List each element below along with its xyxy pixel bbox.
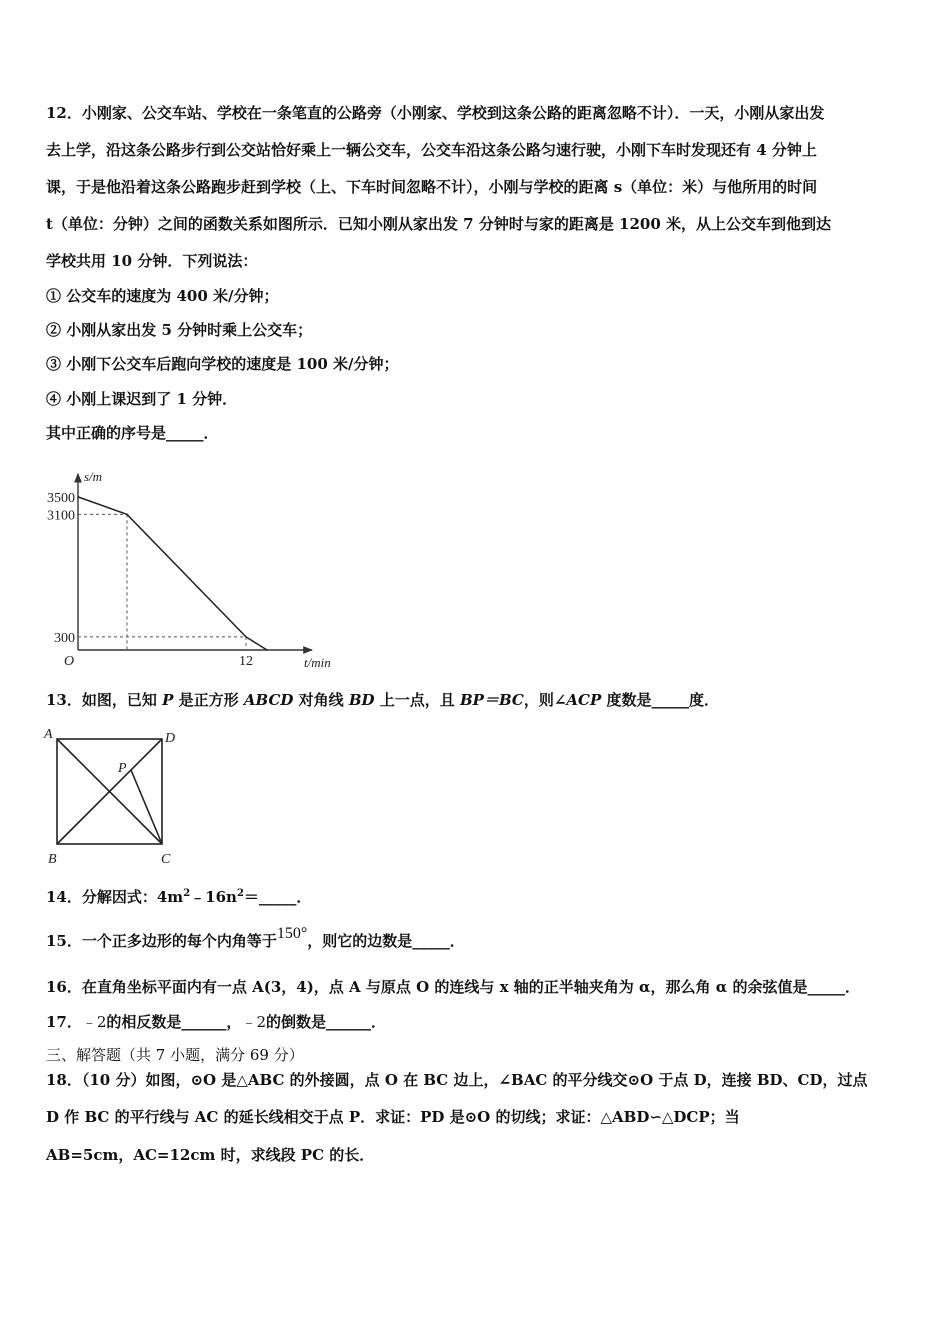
q18-line-1: 18．（10 分）如图，⊙O 是△ABC 的外接圆，点 O 在 BC 边上，∠BAC 的平分线交⊙O 于点 D，连接 BD、CD，过点 bbox=[46, 1071, 868, 1089]
q15-prefix: 15．一个正多边形的每个内角等于 bbox=[46, 932, 277, 950]
data-point-3 bbox=[266, 649, 268, 651]
q15-text bbox=[46, 925, 916, 952]
q13-part-4: 对角线 bbox=[293, 691, 349, 709]
y-tick-label-0: 3500 bbox=[47, 490, 75, 506]
distance-time-chart bbox=[40, 458, 331, 673]
q12-option-2: ② 小刚从家出发 5 分钟时乘上公交车； bbox=[46, 321, 313, 339]
y-tick-label-1: 3100 bbox=[47, 508, 75, 524]
q15-suffix: ，则它的边数是_____． bbox=[307, 932, 465, 950]
data-point-1 bbox=[126, 514, 128, 516]
q18-line-2: D 作 BC 的平行线与 AC 的延长线相交于点 P．求证：PD 是⊙O 的切线；求证：△ABD∽△DCP；当 bbox=[46, 1108, 740, 1126]
label-a: A bbox=[44, 727, 53, 742]
x-axis-label: t/min bbox=[304, 655, 331, 670]
data-point-0 bbox=[77, 496, 79, 498]
square-figure bbox=[40, 724, 190, 869]
q12-line-5: 学校共用 10 分钟．下列说法： bbox=[46, 252, 258, 270]
q12-line-2: 去上学，沿这条公路步行到公交站恰好乘上一辆公交车，公交车沿这条公路匀速行驶，小刚下车时发现还有 4 分钟上 bbox=[46, 141, 817, 159]
q17-prefix: 17． bbox=[46, 1013, 82, 1031]
q13-angle: ACP bbox=[566, 691, 602, 709]
y-tick-label-2: 300 bbox=[54, 630, 75, 646]
q14-suffix: ＝_____． bbox=[243, 888, 312, 906]
q13-part-0: 13．如图，已知 bbox=[46, 691, 163, 709]
q13-point-p: P bbox=[162, 691, 174, 709]
q14-prefix: 14．分解因式：4m bbox=[46, 888, 184, 906]
q13-part-2: 是正方形 bbox=[173, 691, 244, 709]
segment-pc bbox=[131, 770, 162, 844]
label-p: P bbox=[118, 761, 127, 776]
q13-part-10: 度数是_____度． bbox=[601, 691, 720, 709]
q12-answer-prompt: 其中正确的序号是_____． bbox=[46, 424, 219, 442]
q14-text bbox=[46, 884, 916, 907]
q15-angle-value: 150° bbox=[276, 925, 308, 942]
q12-option-4: ④ 小刚上课迟到了 1 分钟． bbox=[46, 390, 238, 408]
q16-text: 16．在直角坐标平面内有一点 A(3，4)，点 A 与原点 O 的连线与 x 轴的正半轴夹角为 α，那么角 α 的余弦值是_____． bbox=[46, 978, 861, 996]
section-3-title: 三、解答题（共 7 小题，满分 69 分） bbox=[46, 1046, 304, 1064]
q13-part-6: 上一点，且 bbox=[374, 691, 460, 709]
q17-mid: 的相反数是______， bbox=[106, 1013, 242, 1031]
q13-square-name: ABCD bbox=[243, 691, 294, 709]
q13-text bbox=[46, 690, 916, 710]
q12-line-1: 12．小刚家、公交车站、学校在一条笔直的公路旁（小刚家、学校到这条公路的距离忽略不计）．一天，小刚从家出发 bbox=[46, 104, 825, 122]
q17-text bbox=[46, 1012, 916, 1032]
label-b: B bbox=[48, 852, 57, 867]
q17-suffix: 的倒数是______． bbox=[265, 1013, 386, 1031]
q14-exp2: 2 bbox=[236, 888, 244, 899]
series-line bbox=[78, 497, 267, 650]
q14-exp1: 2 bbox=[183, 888, 191, 899]
y-axis-label: s/m bbox=[84, 468, 103, 484]
q13-part-8: ，则∠ bbox=[523, 691, 567, 709]
q12-option-1: ① 公交车的速度为 400 米/分钟； bbox=[46, 287, 279, 305]
q12-option-3: ③ 小刚下公交车后跑向学校的速度是 100 米/分钟； bbox=[46, 355, 399, 373]
q13-diagonal: BD bbox=[348, 691, 375, 709]
q14-mid: ﹣16n bbox=[190, 888, 237, 906]
q17-number-1: ﹣2 bbox=[81, 1013, 107, 1031]
label-c: C bbox=[161, 852, 171, 867]
label-d: D bbox=[165, 731, 176, 746]
q12-line-3: 课，于是他沿着这条公路跑步赶到学校（上、下车时间忽略不计），小刚与学校的距离 s（单位：米）与他所用的时间 bbox=[46, 178, 818, 196]
x-tick-label-0: 12 bbox=[239, 654, 253, 669]
q17-number-2: ﹣2 bbox=[241, 1013, 266, 1031]
q13-condition: BP＝BC bbox=[459, 691, 524, 709]
q12-line-4: t（单位：分钟）之间的函数关系如图所示．已知小刚从家出发 7 分钟时与家的距离是 1200 米，从上公交车到他到达 bbox=[46, 215, 832, 233]
origin-label: O bbox=[63, 654, 75, 669]
q18-line-3: AB=5cm，AC=12cm 时，求线段 PC 的长． bbox=[46, 1146, 375, 1164]
data-point-2 bbox=[245, 636, 247, 638]
